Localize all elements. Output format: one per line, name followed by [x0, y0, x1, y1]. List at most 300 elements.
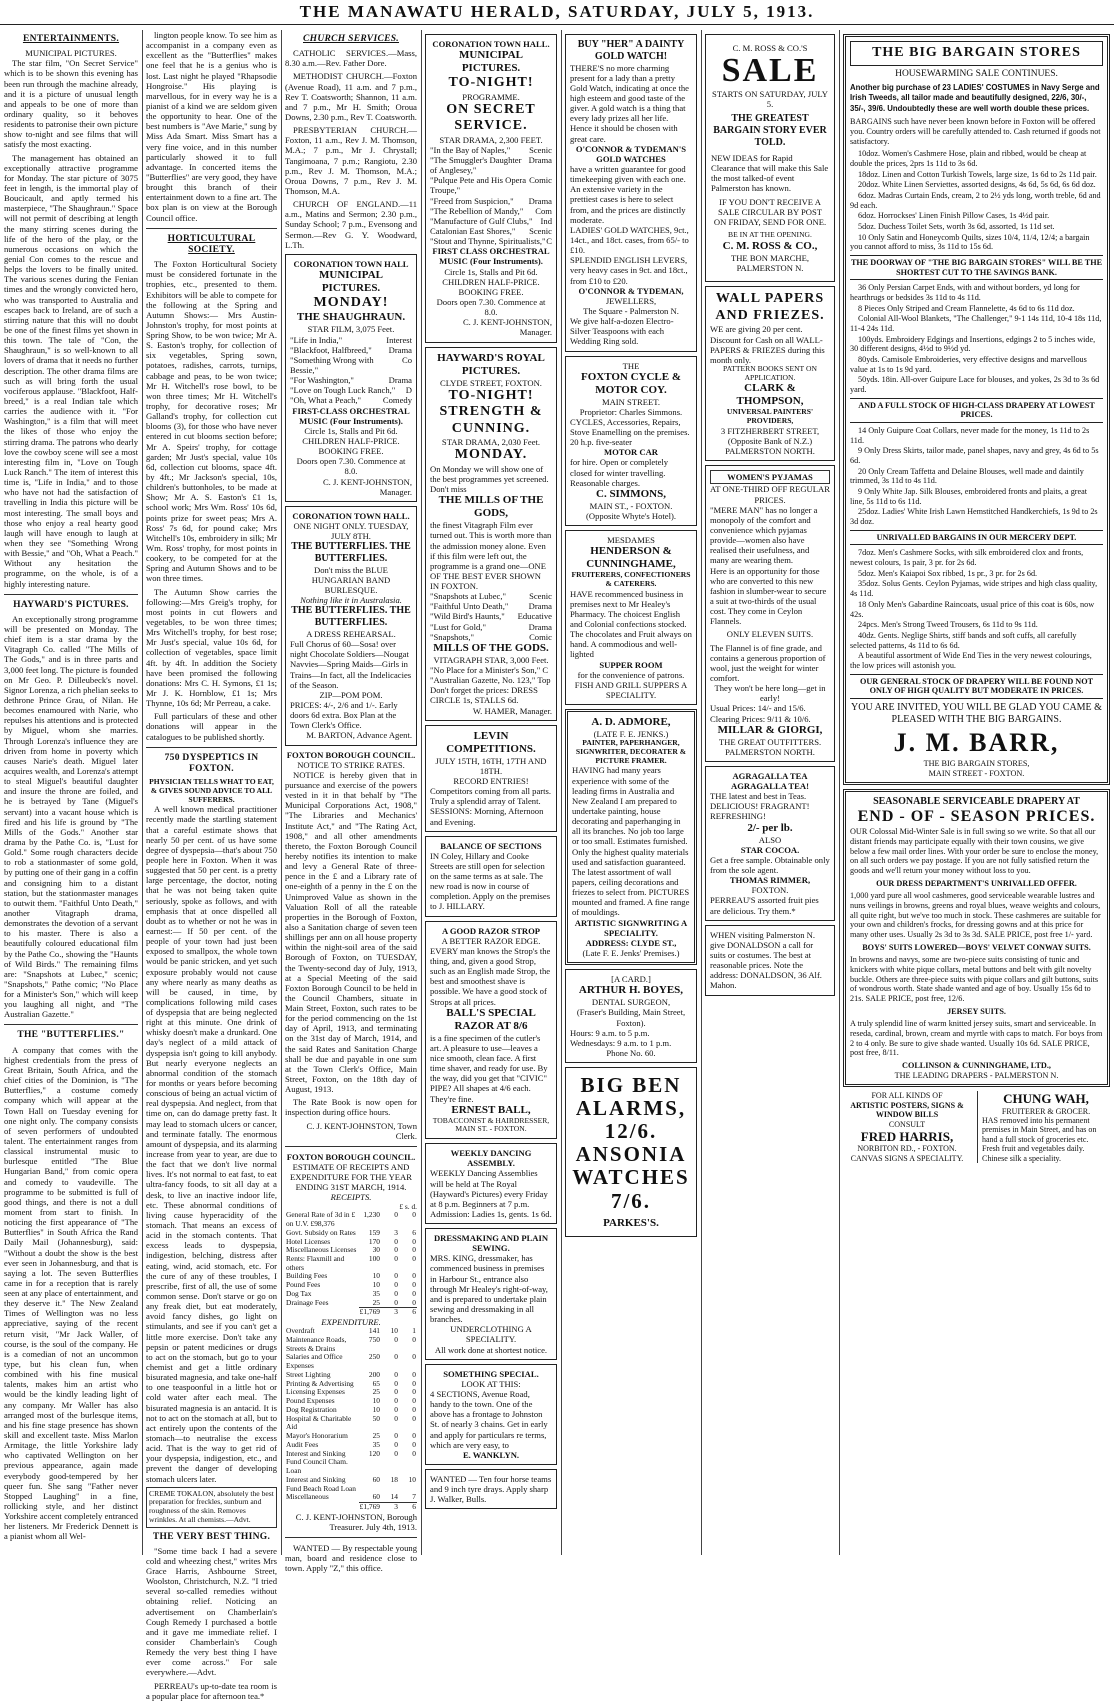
advert-line: WEEKLY Dancing Assemblies will be held at The Royal (Hayward's Pictures) every Friday at 8 p.m. Beginners at 7 p.m. Admission: Ladies 1s, gents. 1s 6d.: [430, 1168, 552, 1219]
programme-item: [290, 385, 412, 395]
advert-line: for the convenience of patrons.: [577, 669, 685, 680]
advert-title: THE MILLS OF THE GODS,: [438, 494, 544, 520]
row-amount: 0: [412, 1448, 416, 1458]
advert-title: ANSONIA WATCHES: [572, 1142, 690, 1190]
advert-title: MONDAY.: [454, 447, 528, 463]
programme-title: "Faithful Unto Death,": [430, 601, 509, 612]
programme-genre: Comic: [529, 175, 552, 186]
row-amount: 0: [412, 1352, 416, 1362]
programme-genre: Scenic: [529, 591, 552, 602]
row-amount: 6: [399, 1308, 417, 1317]
advert-title: MUNICIPAL PICTURES.: [319, 269, 383, 294]
row-amount: 1,230: [363, 1210, 380, 1220]
advert-line: CANVAS SIGNS A SPECIALITY.: [850, 1153, 964, 1163]
advert-title: MILLAR & GIORGI,: [717, 723, 823, 736]
advert-invitation: YOU ARE INVITED, YOU WILL BE GLAD YOU CAME & PLEASED WITH THE BIG BARGAINS.: [851, 701, 1102, 725]
advert-line: Circle 1s, Stalls and Pit 6d. CHILDREN HALF-PRICE. BOOKING FREE.: [302, 425, 400, 457]
row-amount: 0: [412, 1210, 416, 1220]
advert-title: MOTOR CAR: [603, 447, 659, 458]
advert-line: (Late F. E. Jenks' Premises.): [582, 947, 680, 958]
advert-line: FRUITERERS, CONFECTIONERS & CATERERS.: [571, 570, 691, 588]
column-rule: [839, 30, 840, 1555]
price-list-item: 50yds. 18in. All-over Guipure Lace for blouses, and yokes, 2s 3d to 3s 6d yard.: [850, 375, 1100, 395]
advert-line: PALMERSTON NORTH.: [725, 446, 815, 457]
table-row: [285, 1415, 417, 1432]
advert-line: (Fraser's Building, Main Street, Foxton).: [576, 1007, 686, 1028]
row-amount: 0: [394, 1335, 398, 1345]
price-list-item: 5doz. Men's Kaiapoi Sox ribbed, 1s pr., 3 pr. for 2s 6d.: [858, 568, 1038, 578]
advert-line: OUR Colossal Mid-Winter Sale is in full swing so we write. So that all our distant friends may participate equally with their town cousins, we give below a few mail order lines. With your order be sure to enclose the money, on all such orders we pay postage. If you are not fully satisfied return the goods and we'll return your money without loss to you.: [850, 827, 1099, 875]
divider: [4, 1024, 138, 1025]
row-amount: 0: [412, 1387, 416, 1397]
column-sales-ads: [705, 30, 835, 1558]
advert-title: THE BIG BARGAIN STORES: [850, 41, 1103, 66]
row-label: Pound Expenses: [286, 1396, 335, 1406]
advert-line: 4 SECTIONS, Avenue Road, handy to the town. One of the above has a frontage to Johnston St. of nearly 3 chains. Get in early and apply for particulars re terms, which are very easy, to: [430, 1389, 548, 1450]
price-list-item: 20doz. White Linen Serviettes, assorted designs, 4s 6d, 5s 6d, 6s 6d doz.: [858, 180, 1096, 190]
column-rule: [701, 30, 702, 1555]
article-paragraph: The management has obtained an exceptionally attractive programme for Monday. The star picture of 3075 feet in length, is the immortal play of Boucicault, and aptly termed his masterpiece, "The Shaughraun." Space will not permit of describing at length the many stirring scenes during the life of the hero of the play, or the numerous occasions on which the genial Con comes to the rescue and helps the lovers to be finally united. The various scenes during the Fenian times and the wrongly convicted hero, who was transported to Australia and escapes back to Ireland, are of such a stirring nature that this will no doubt be one of the finest films yet shown in this town. The tale of "Con, the Shaughraun," is so well-known to all lovers of drama that it needs no further description. The other drama films are such as will bring forth the usual vociferous applause. "Blackfoot, Half-breed," is a real Indian tale which carries the audience with it. "For Washington," is a film that will meet the likes of those who enjoy the stirring drama. The patrons who dearly love the cowboy scene will see a most interesting film in, "Love on Tough Luck Ranch." The item of interest this time is, "Life in India," and to those who have not had the satisfaction of travelling in India this picture will be most interesting. The small boys and those who enjoy a real hearty good laugh will have enough to laugh at when they see "Something Wrong with Bessie," and "Oh, What a Peach." Without any hesitation the programme, on the whole, is of a highly interesting nature.: [4, 152, 138, 589]
notice-paragraph: CATHOLIC SERVICES.—Mass, 8.30 a.m.—Rev. Father Dore.: [285, 48, 417, 69]
programme-genre: Drama: [388, 375, 412, 386]
advert-title: DRESSMAKING AND PLAIN SEWING.: [433, 1233, 549, 1254]
row-label: Salaries and Office Expenses: [286, 1352, 343, 1371]
advert-banner: THE DOORWAY OF "THE BIG BARGAIN STORES" WILL BE THE SHORTEST CUT TO THE SAVINGS BANK.: [850, 255, 1103, 280]
advert-line: PAINTER, PAPERHANGER, SIGNWRITER, DECORATER & PICTURE FRAMER.: [575, 738, 687, 765]
divider: [146, 747, 277, 748]
notice-heading: FOXTON BOROUGH COUNCIL.: [286, 1151, 416, 1162]
advert-title: SALE: [721, 52, 819, 90]
advert-line: PRICES: 4/-, 2/6 and 1/-. Early doors 6d extra. Box Plan at the Town Clerk's Office.: [290, 699, 398, 731]
advert-line: All work done at shortest notice.: [434, 1344, 548, 1355]
advert-line: WE are giving 20 per cent. Discount for Cash on all WALL-PAPERS & FRIEZES during this month only.: [710, 324, 825, 365]
price-list-item: 10 Only Satin and Honeycomb Quilts, sizes 10/4, 11/4, 12/4; a bargain you cannot afford to miss, 3s 11d to 15s 6d.: [850, 232, 1090, 252]
row-amount: 250: [368, 1352, 380, 1362]
advert-price: 7/6.: [610, 1188, 652, 1213]
article-paragraph: The star film, "On Secret Service" which is to be shown this evening has been run through the machine already, and it is a picture of unusual length and appeals to be one of more than ordinary quality, so it behoves residents to patronise their own picture show to-night and see films that will satisfy the most exacting.: [4, 58, 138, 150]
row-amount: 0: [394, 1288, 398, 1298]
advert-title: O'CONNOR & TYDEMAN,: [578, 285, 684, 296]
price-list: [850, 283, 1103, 394]
row-label: Rents: Flaxmill and others: [286, 1254, 345, 1272]
row-amount: 1: [412, 1326, 416, 1336]
advert-title: TO-NIGHT!: [448, 75, 534, 91]
table-row: [285, 1476, 417, 1493]
notice-paragraph: PRESBYTERIAN CHURCH.—Foxton, 11 a.m., Rev J. M. Thomson, M.A.; 7 p.m., Mr J. Chrystall; Tangimoana, 7 p.m.; Rangiotu, 2.30 p.m., Rev J. M. Thomson, M.A.; Oroua Downs, 7 p.m., Rev J. M. Thomson, M.A.: [285, 125, 417, 197]
programme-item: [290, 345, 412, 355]
advert-title: SUPPER ROOM: [599, 659, 663, 670]
price-list-item: 20 Only Cream Taffetta and Delaine Blouses, well made and daintily trimmed, 3s 11d to 4s 11d.: [850, 466, 1084, 486]
row-amount: 14: [390, 1492, 398, 1502]
advert-signature: E. WANKLYN.: [462, 1449, 520, 1460]
notice-subheading: ESTIMATE OF RECEIPTS AND EXPENDITURE FOR THE YEAR ENDING 31ST MARCH, 1914.: [290, 1162, 412, 1193]
advert-collinson-cunninghame: [843, 789, 1110, 1087]
programme-genre: C: [546, 236, 552, 247]
row-amount: 750: [368, 1335, 380, 1345]
programme-item: [290, 335, 412, 345]
row-label: Licensing Expenses: [286, 1387, 345, 1397]
row-amount: 0: [394, 1431, 398, 1441]
row-label: [285, 1308, 359, 1317]
advert-title: ARTHUR H. BOYES,: [578, 984, 684, 997]
programme-genre: Interest: [386, 334, 412, 345]
article-heading: HORTICULTURAL SOCIETY.: [167, 233, 256, 255]
column-horticulture: [146, 30, 277, 1701]
programme-list: [430, 145, 552, 246]
advert-line: ARTISTIC POSTERS, SIGNS & WINDOW BILLS: [850, 1100, 964, 1120]
table-row: [285, 1450, 417, 1476]
advert-line: 1,000 yard pure all wool cashmeres, good serviceable wearable lustres and nuns veilings in browns, greens and royal blues, weave weights and colours, all quite right, but we've too much in stock. These cashmeres are suitable for your own and children's frocks, for dressing gowns and at this price for many other uses. Usually 2s 3d to 3s 3d. SALE PRICE, post free 1/- yard.: [850, 891, 1101, 939]
advert-line: Phone No. 60.: [606, 1047, 656, 1058]
advert-dental-surgeon: [565, 969, 697, 1063]
programme-item: [430, 226, 552, 236]
price-list-item: 14 Only Guipure Coat Collars, never made for the money, 1s 11d to 2s 11d.: [850, 426, 1090, 445]
advert-banner: OUR GENERAL STOCK OF DRAPERY WILL BE FOUND NOT ONLY OF HIGH QUALITY BUT MODERATE IN PRICES.: [850, 674, 1103, 699]
advert-chung-wah: [977, 1091, 1110, 1163]
programme-genre: Scenic: [529, 144, 552, 155]
row-label: Miscellaneous Licenses: [286, 1245, 357, 1255]
advert-subtitle: OUR DRESS DEPARTMENT'S UNRIVALLED OFFER.: [876, 878, 1077, 888]
row-label: Printing & Advertising: [286, 1378, 354, 1388]
row-amount: 0: [394, 1352, 398, 1362]
advert-line: ARTISTIC SIGNWRITING A SPECIALITY.: [574, 917, 688, 938]
programme-item: [430, 196, 552, 206]
advert-line: SPLENDID ENGLISH LEVERS, very heavy cases in 9ct. and 18ct., from £10 to £20.: [570, 255, 688, 286]
row-amount: 0: [394, 1448, 398, 1458]
row-amount: 0: [394, 1210, 398, 1220]
programme-title: "Wild Bird's Haunts,": [430, 611, 505, 622]
advert-line: The Square - Palmerston N.: [583, 305, 679, 316]
advert-line: FOXTON.: [751, 885, 789, 896]
advert-line: CONSULT: [888, 1119, 926, 1129]
advert-title: ERNEST BALL,: [451, 1103, 531, 1116]
advert-gold-watch: [565, 34, 697, 352]
advert-signature: M. BARTON, Advance Agent.: [306, 730, 412, 741]
price-list: [850, 149, 1103, 252]
advert-title: BALANCE OF SECTIONS: [440, 840, 542, 851]
row-amount: 0: [394, 1369, 398, 1379]
advert-foxton-cycle: [565, 356, 697, 527]
advert-line: (Opposite Whyte's Hotel).: [586, 510, 676, 521]
advert-haywards-pictures: [425, 347, 557, 721]
advert-line: Here is an opportunity for those who are converted to this new fashion in slumber-wear to secure a suit at two-thirds of the usual cost. They come in Ceylon Flannels.: [710, 565, 827, 627]
notice-paragraph: NOTICE is hereby given that in pursuance and exercise of the powers vested in it in that behalf by "The Municipal Corporations Act, 1908," "The Libraries and Mechanics' Institute Act," and "The Rating Act, 1908," and all other amendments thereto, the Foxton Borough Council hereby notifies its intention to make and levy a General Rate of three-pence in the £ and a Library rate of one-eighth of a penny in the £ on the Unimproved Value as shown in the Valuation Roll of all the rateable properties in the Borough of Foxton, also a Sanitation charge of seven teen shillings per ann on all house property within the night-soil area of the said Borough of Foxton, on TUESDAY, the Twenty-second day of July, 1913, at a Special Meeting of the said Foxton Borough Council to be held in the Council Chambers, situate in Main Street, Foxton, such rates to be for the period commencing on the 1st day of April, 1913, and terminating on the 31st day of March, 1914, and the said Rates and Sanitation Charge shall be due and payable in one sum at the Town Clerk's Office, Main Street, Foxton, on the 18th day of August, 1913.: [285, 769, 417, 1095]
row-amount: 50: [372, 1413, 380, 1423]
price-list-item: 7doz. Men's Cashmere Socks, with silk embroidered clox and fronts, newest colours, 1s pair, 3 pr. for 2s 6d.: [850, 548, 1084, 568]
advert-line: FISH AND GRILL SUPPERS A SPECIALITY.: [574, 679, 688, 701]
row-amount: 0: [394, 1439, 398, 1449]
row-amount: £1,769: [359, 1307, 380, 1317]
advert-line: "MERE MAN" has no longer a monopoly of the comfort and convenience which pyjamas provide—women also have realised their usefulness, and many are wearing them.: [710, 504, 818, 566]
row-amount: 18: [390, 1474, 398, 1484]
advert-line: MAIN ST., - FOXTON.: [589, 500, 673, 511]
article-paragraph: The Autumn Show carries the following:—Mrs Greig's trophy, for most points in cut flowers and vegetables, to be won three times; Mrs Witchell's trophy, for best rose; Mr Just's special, value 10s 6d, for collection of vegetables, space limit 4ft. by 4ft. In addition the Society have been promised the following donations: Mrs C. H. Symons, £1 1s; Mr J. K. Hornblow, £1 1s; Mrs Thynne, 10s 6d; Mr Perreau, a cake.: [146, 586, 277, 709]
programme-title: Catalonian East Shores,": [430, 226, 516, 237]
row-amount: 6: [399, 1502, 417, 1511]
masthead: THE MANAWATU HERALD, SATURDAY, JULY 5, 1913.: [0, 0, 1114, 25]
row-amount: 60: [372, 1474, 380, 1484]
programme-genre: Comic: [529, 631, 552, 642]
programme-genre: Drama: [388, 344, 412, 355]
row-amount: 60: [372, 1492, 380, 1502]
advert-line: JEWELLERS,: [605, 295, 657, 306]
advert-signature: COLLINSON & CUNNINGHAME, LTD.,: [902, 1060, 1051, 1070]
article-paragraph: An exceptionally strong programme will be presented on Monday. The chief item is a star drama by the Vitagraph Co. called "The Mills of The Gods," and is in three parts and 3,000 feet long. The picture is founded on Mr Geo. P. Dilleubeck's novel. Signor Lorenza, a rich phelian seeks to dethrone Prince Grau, of Nilan. He becomes enamoured with Narie, who repulses his attentions and is protected by Miguel, whom she marries. Through Lorenza's influence they are driven from home in poverty which causes Narie's death. Miguel later acquires wealth, and Lorenza's attempt to steal Miguel's beautiful daughter and insure the throne are foiled, and he is betrayed by Tane (Miguel's servant) into a vacant house which is fired and his life is ground by "The Mills of the Gods." Another star drama by the Pathe Co. is, "Lust for Gold." Some rough characters decide to rob a stationmaster of some gold, by putting one of their gang in a coffin and consigning him to a distant station, but the stationmaster manages to outwit them. "Faithful Unto Death," another Vitagraph drama, demonstrates the devotion of a servant to his master. There is also a beautifully coloured educational film by the Pathe Co., showing the "Haunts of Wild Birds." The remaining films are: "Snapshots at Lubec," scenic; "Snapshots," Pathe comic; "No Place for a Minister's Son," which will keep you laughing all night, and "The Australian Gazette.": [4, 613, 138, 1020]
article-paragraph: A well known medical practitioner recently made the startling statement that a careful estimate shows that nearly 50 per cent. of us have some degree of dyspepsia—that's about 750 people here in Foxton. When it was suggested that 50 per cent. is a pretty large percentage, the doctor, noting that he was not being taken quite seriously, spoke as follows, and with emphasis that at once dispelled all doubt as to whether or not he was in earnest:— If 50 per cent. of the people of your town had just been exposed to smallpox, the whole town would be panic stricken, and yet such exposure probably would not cause any where nearly as many deaths as will be caused, in time, by complications following mild cases of dyspepsia that are being neglected right at this minute. One drink of whisky doesn't make a drunkard. One day's neglect of a mild attack of dyspepsia isn't going to kill anybody. But nearly everyone neglects an abnormal condition of the stomach for months or years before becoming conscious of being an actual victim of real dyspepsia. And neglect, from that time on, can do damage pretty fast. It may lead to stomach ulcers or cancer, and terminate fatally. The enormous amount of dyspepsia, and its alarming increase from year to year, are due to the fact that we don't live normal lives. It's not normal to eat fast, to eat ultra-fancy foods, to sit all day at a desk, to live an inactive indoor life, etc. These abnormal conditions of living cause hyperacidity of the stomach. That means an excess of acid in the stomach contents. That excess leads to dyspepsia, indigestion, belching, distress after eating, wind, acid stomach, etc. For the cure of any of these troubles, I prescribe, first of all, the use of some common sense. Don't starve or go on any freak diet, but eat moderately, avoid fancy dishes, go light on stimulants, and see if you can't get a little more exercise. Don't take any pepsin or patent medicines or drugs to act on the stomach, but go to your chemist and get a little ordinary bisurated magnesia, and take one-half to one teaspoonful in a little hot or cold water after each meal. The bisurated magnesia is an antacid. It is not to act on the stomach at all, but to act entirely upon the contents of the stomach—to neutralise the excess acid. That is the way to get rid of your dyspepsia, indigestion, etc., and prevent the danger of developing stomach ulcers later.: [146, 804, 277, 1484]
row-amount: 25: [372, 1297, 380, 1307]
advert-line: On Monday we will show one of the best programmes yet screened. Don't miss: [430, 463, 549, 495]
advert-line: In browns and navys, some are two-piece suits consisting of tunic and knickers with white pique collars, metal buttons and belt with gilt novelty buckle. Others are three-piece suits with pique collars and gilt buttons, suits of wondrous worth. State shade wanted and age of boy. Usually 15s 6d to 21s. SALE PRICE, post free, 12/6.: [850, 955, 1099, 1003]
advert-line: MRS. KING, dressmaker, has commenced business in premises in Harbour St., entrance also through Mr Healey's right-of-way, and is prepared to undertake plain sewing and dressmaking in all branches.: [430, 1253, 548, 1325]
notice-paragraph: The Rate Book is now open for inspection during office hours.: [285, 1097, 417, 1118]
programme-title: "The Rebellion of Mandy,": [430, 205, 524, 216]
table-caption: RECEIPTS.: [330, 1192, 372, 1203]
advert-big-ben: [565, 1067, 697, 1237]
advert-line: NORBITON RD., - FOXTON.: [857, 1144, 957, 1154]
programme-genre: Drama: [528, 601, 552, 612]
programme-item: [430, 216, 552, 226]
notice-paragraph: CHURCH OF ENGLAND.—11 a.m., Matins and Sermon; 2.30 p.m., Sunday School; 7 p.m., Evensong and Sermon.—Rev G. Y. Woodward, L.Th.: [285, 199, 417, 250]
advert-municipal-pictures-tonight: [425, 34, 557, 343]
price-list-item: 35doz. Solus Gents. Ceylon Pyjamas, wide stripes and high class quality, 4s 11d.: [850, 579, 1098, 599]
advert-line: DENTAL SURGEON,: [591, 997, 671, 1008]
advert-title: TO-NIGHT! STRENGTH & CUNNING.: [439, 387, 543, 436]
advert-row: [843, 1091, 1110, 1163]
advert-line: HAS removed into his permanent premises in Main Street, and has on hand a full stock of groceries etc.: [982, 1116, 1097, 1144]
advert-something-special: [425, 1364, 557, 1465]
programme-title: "Freed from Suspicion,": [430, 195, 514, 206]
row-amount: 0: [412, 1413, 416, 1423]
advert-title: THE GREATEST BARGAIN STORY EVER TOLD.: [713, 113, 827, 148]
advert-line: Nothing like it in Australasia.: [300, 595, 402, 606]
advert-line: Usual Prices: 14/- and 15/6. Clearing Prices: 9/11 & 10/6.: [710, 703, 811, 724]
advert-line: SESSIONS: Morning, Afternoon and Evening.: [430, 806, 544, 827]
advert-title: J. M. BARR,: [893, 728, 1060, 758]
column-entertainments: [4, 30, 138, 1558]
advert-line: ALSO: [758, 834, 782, 845]
article-paragraph: The Foxton Horticultural Society must be considered fortunate in the trophies, etc., presented to them. Exhibitors will be able to compete for the following at the Spring and Autumn Shows:— Mrs Austin-Johnston's trophy, for most points at Spring Show, to be won twice; Mr A. S. Easton's trophy, for collection of six vegetables, Spring sown, potatoes, radishes, carrots, turnips, cabbage and peas, to be won twice; Mr H. Witchell's rose bowl, to be won three times; Mr H. Witchell's trophy, for decorative roses; Mr Galland's trophy, for collection cut blooms (3), for those who have never entered in cut blooms section before; Mr A. Speirs' trophy, for cottage garden; Mr Just's special, value 10s 6d, collection cut blooms, space 4ft. by 4ft.; Mr Jackson's special, 10s, children's buttonholes, to be made at Show; Mr A. S. Easton's £1 1s, school work; Mrs Wm. Ross' 10s 6d, points prize for sweet peas; Mrs A. Ross' 7s 6d, for pound cake; Mrs Witchell's 10s, embroidery in silk; Mr Wm. Ross' trophy, for most points in cookery, to be competed for at the Spring and Autumn Shows and to be won three times.: [146, 259, 277, 584]
row-amount: 35: [372, 1439, 380, 1449]
programme-title: "In the Bay of Naples,": [430, 144, 511, 155]
advert-line: VITAGRAPH STAR, 3,000 Feet.: [433, 654, 549, 665]
row-label: Govt. Subsidy on Rates: [286, 1227, 356, 1237]
advert-line: C. M. ROSS & CO.'S: [732, 43, 808, 53]
advert-line: STAR DRAMA, 2,030 Feet.: [441, 437, 541, 448]
row-amount: 0: [412, 1439, 416, 1449]
advert-line: Hours: 9 a.m. to 5 p.m. Wednesdays: 9 a.m. to 1 p.m.: [570, 1027, 672, 1048]
advert-title: A GOOD RAZOR STROP: [441, 925, 541, 936]
advert-line: TOBACCONIST & HAIRDRESSER, MAIN ST. - FOXTON.: [432, 1115, 550, 1134]
row-amount: 0: [412, 1288, 416, 1298]
programme-item: [430, 632, 552, 642]
price-list-item: 25doz. Ladies' White Irish Lawn Hemstitched Handkerchiefs, 1s 9d to 2s 3d doz.: [850, 507, 1098, 527]
advert-line: THE GREAT OUTFITTERS.: [718, 736, 822, 747]
article-paragraph: Full particulars of these and other donations will appear in the catalogues to be published shortly.: [146, 711, 277, 742]
advert-line: The Flannel is of fine grade, and contains a generous proportion of wool, just the weight for winter comfort.: [710, 642, 826, 683]
row-amount: 10: [390, 1326, 398, 1336]
row-label: Maintenance Roads, Streets & Drains: [286, 1335, 347, 1353]
advert-line: Full Chorus of 60—Sosa! over night Chocolate Soldiers—Nougat Navvies—Spring Maids—Girls in Trains—In fact, all the Indelicacies of the Season.: [290, 639, 412, 690]
row-amount: 35: [372, 1288, 380, 1298]
table-total-row: [285, 1308, 417, 1317]
advert-line: THE LEADING DRAPERS - PALMERSTON N.: [894, 1070, 1059, 1080]
advert-line: CYCLES, Accessories, Repairs, Stove Enamelling on the premises. 20 h.p. five-seater: [570, 416, 690, 448]
article-heading: 750 DYSPEPTICS IN FOXTON.: [164, 752, 259, 774]
receipts-table: [285, 1211, 417, 1317]
advert-title: C. M. ROSS & CO.,: [722, 240, 818, 253]
row-label: Hotel Licenses: [286, 1236, 331, 1246]
programme-item: [430, 145, 552, 155]
advert-title: ON SECRET SERVICE.: [446, 101, 536, 134]
advert-line: FIRST CLASS ORCHESTRAL MUSIC (Four Instruments).: [432, 246, 550, 267]
advert-title: C. SIMMONS,: [596, 487, 666, 500]
advert-signature: W. HAMER, Manager.: [472, 705, 552, 716]
advert-title: BALL'S SPECIAL RAZOR AT 8/6: [446, 1006, 536, 1032]
row-label: Mayor's Honorarium: [286, 1431, 348, 1441]
advert-small: CREME TOKALON, absolutely the best preparation for freckles, sunburn and roughness of the skin. Removes wrinkles. At all chemists.—Advt.: [146, 1487, 277, 1528]
divider: [146, 228, 277, 229]
advert-line: EVERY man knows the Strop's the thing, and, given a good Strop, such as an English made Strop, the best and smoothest shave is possible. We have a good stock of Strops at all prices.: [430, 945, 551, 1007]
programme-genre: Comedy: [382, 395, 412, 406]
section-heading: CHURCH SERVICES.: [303, 34, 399, 44]
advert-line: Proprietor: Charles Simmons.: [579, 406, 683, 417]
advert-title: END - OF - SEASON PRICES.: [857, 808, 1096, 826]
price-list-item: 100yds. Embroidery Edgings and Insertions, edgings 2 to 5 inches wide, 30 different designs, 4½d to 9½d yd.: [850, 334, 1096, 354]
advert-line: PROGRAMME.: [462, 91, 520, 102]
advert-title: AGRAGALLA TEA: [732, 770, 808, 781]
advert-title: BIG BEN ALARMS,: [575, 1073, 687, 1121]
table-row: [285, 1336, 417, 1353]
programme-title: "For Washington,": [290, 375, 354, 386]
article-paragraph: lington people know. To see him as accompanist in a company even as excellent as the "Butterflies" makes one feel that he is a genius who is lost. Last night he played "Rhapsodie Hongroise." His playing is marvellous, for in every way he is a pianist of a kind we are seldom given the opportunity to hear. One of the best numbers is "Ave Marie," sung by Miss Ada Smart. Miss Smart has a very fine voice, and in this number particularly showed it to full advantage. In concerted items the "Butterflies" are very good, they have brought this branch of their entertainment down to a fine art. The box plan is on view at the Borough Council office.: [146, 30, 277, 223]
row-amount: 3: [381, 1308, 399, 1317]
row-label: Dog Tax: [286, 1288, 312, 1298]
advert-line: MESDAMES: [607, 535, 655, 546]
advert-line: JULY 15TH, 16TH, 17TH AND 18TH.: [435, 755, 547, 776]
programme-title: "Stout and Thynne, Spiritualists,": [430, 236, 546, 247]
advert-signature: C. J. KENT-JOHNSTON, Manager.: [322, 476, 412, 497]
advert-title: WALL PAPERS AND FRIEZES.: [715, 291, 825, 323]
advert-subtitle: JERSEY SUITS.: [947, 1006, 1006, 1016]
notice-signature: C. J. KENT-JOHNSTON, Borough Treasurer. July 4th, 1913.: [295, 1511, 417, 1532]
advert-line: the finest Vitagraph Film ever turned out. This is worth more than the admission money alone. Even if this film were left out, the programme is a grand one—ONE OF THE BEST EVER SHOWN IN FOXTON.: [430, 520, 552, 592]
advert-signature: PARKES'S.: [603, 1216, 659, 1229]
advert-ross-sale: [705, 34, 835, 282]
row-label: Pound Fees: [286, 1280, 321, 1290]
advert-line: THE latest and best in Teas. DELICIOUS! FRAGRANT! REFRESHING!: [710, 791, 810, 822]
advert-line: FRUITERER & GROCER.: [1001, 1106, 1091, 1116]
programme-item: [430, 155, 552, 175]
advert-henderson-cunninghame: [565, 530, 697, 705]
price-list: [850, 426, 1103, 527]
row-amount: 0: [412, 1271, 416, 1281]
row-amount: 10: [372, 1280, 380, 1290]
row-amount: 0: [394, 1413, 398, 1423]
notice-signature: C. J. KENT-JOHNSTON, Town Clerk.: [306, 1120, 417, 1141]
advert-heading: CORONATION TOWN HALL: [293, 258, 409, 269]
section-heading: ENTERTAINMENTS.: [22, 34, 120, 44]
programme-item: [430, 206, 552, 216]
advert-title: STAR COCOA.: [740, 844, 800, 855]
advert-title: AGRAGALLA TEA!: [731, 781, 809, 792]
advert-line: for hire. Open or completely closed for winter travelling. Reasonable charges.: [570, 457, 669, 488]
advert-line: NEW IDEAS for Rapid Clearance that will make this Sale the most talked-of event Palmerston has known.: [711, 152, 829, 193]
programme-title: "Oh, What a Peach,": [290, 395, 362, 406]
advert-line: FIRST-CLASS ORCHESTRAL MUSIC (Four Instruments).: [292, 405, 410, 426]
subheading: MUNICIPAL PICTURES.: [25, 48, 117, 59]
advert-donaldson: [705, 925, 835, 996]
column-pictures-ads: [425, 30, 557, 1558]
advert-razor-strop: [425, 921, 557, 1139]
price-list-item: 6doz. Horrockses' Linen Finish Pillow Cases, 1s 4½d pair.: [858, 211, 1050, 221]
article-heading: THE "BUTTERFLIES.": [17, 1030, 125, 1041]
price-list-item: 18 Only Men's Gabardine Raincoats, usual price of this coat is 60s, now 42s.: [850, 599, 1095, 619]
programme-genre: D: [405, 385, 412, 396]
advert-line: Don't miss the BLUE HUNGARIAN BAND BURLESQUE.: [311, 564, 391, 596]
advert-title: THE BUTTERFLIES. THE BUTTERFLIES.: [291, 541, 411, 565]
advert-line: AT ONE-THIRD OFF REGULAR PRICES.: [710, 484, 830, 505]
advert-agragalla-tea: [705, 766, 835, 921]
advert-line: is a fine specimen of the cutler's art. A pleasure to use—leaves a nice smooth, clean face. A first time shaver, and ready for use. By the way, did you get that "CIVIC" PIPE? All shapes at 4/6 each. They're fine.: [430, 1032, 548, 1104]
advert-line: LOOK AT THIS:: [461, 1378, 521, 1389]
advert-line: STAR DRAMA, 2,300 FEET.: [439, 134, 543, 145]
programme-title: "Blackfoot, Halfbreed,": [290, 344, 372, 355]
row-amount: 25: [372, 1387, 380, 1397]
row-label: Building Fees: [286, 1271, 328, 1281]
row-amount: 170: [368, 1236, 380, 1246]
programme-genre: Ind: [540, 215, 552, 226]
divider: [4, 594, 138, 595]
column-drapery-ads: [843, 30, 1110, 1558]
advert-big-bargain-stores: [843, 34, 1110, 785]
row-amount: 0: [394, 1404, 398, 1414]
row-amount: 159: [368, 1227, 380, 1237]
advert-line: Another big purchase of 23 LADIES' COSTUMES in Navy Serge and Irish Tweeds, all tailor made and beautifully designed, 22/6, 30/-, 35/-, 39/6. Undoubtedly these are well worth double these prices.: [850, 82, 1100, 113]
advert-line: 3 FITZHERBERT STREET,: [720, 425, 820, 436]
advert-line: STAR FILM, 3,075 Feet.: [307, 324, 395, 335]
advert-dancing: [425, 1143, 557, 1224]
programme-item: [290, 355, 412, 375]
expenditure-table: [285, 1327, 417, 1511]
advert-line: THE BON MARCHE,: [730, 253, 810, 264]
row-amount: 0: [394, 1236, 398, 1246]
row-amount: 6: [412, 1227, 416, 1237]
article-subheading: PHYSICIAN TELLS WHAT TO EAT, & GIVES SOUND ADVICE TO ALL SUFFERERS.: [149, 777, 274, 804]
row-amount: 0: [412, 1431, 416, 1441]
row-amount: 10: [408, 1474, 416, 1484]
programme-item: [430, 175, 552, 195]
price-list-item: 80yds. Camisole Embroideries, very effective designs and marvellous value at 1s to 1s 9d yard.: [850, 355, 1087, 374]
advert-levin-competitions: [425, 725, 557, 832]
row-amount: 0: [412, 1297, 416, 1307]
row-amount: 0: [412, 1254, 416, 1263]
programme-title: "Snapshots at Lubec,": [430, 591, 506, 602]
row-amount: £1,769: [359, 1501, 380, 1511]
row-amount: 10: [372, 1396, 380, 1406]
notice-paragraph: METHODIST CHURCH.—Foxton (Avenue Road), 11 a.m. and 7 p.m., Rev T. Coatsworth; Shannon, 11 a.m. and 7 p.m., Mr H. Smith; Oroua Downs, 2.30 p.m., Rev T. Coatsworth.: [285, 71, 417, 123]
price-list-item: 9 Only Dress Skirts, tailor made, panel shapes, navy and grey, 4s 6d to 5s 6d.: [850, 446, 1099, 466]
advert-subtitle: BOYS' SUITS LOWERED—BOYS' VELVET CONWAY SUITS.: [862, 942, 1091, 952]
advert-title: MONDAY!: [313, 294, 389, 310]
advert-line: CLYDE STREET, FOXTON.: [440, 377, 542, 388]
price-list: [850, 548, 1103, 670]
advert-line: Fresh fruit and vegetables daily. Chinese silk a speciality.: [982, 1144, 1085, 1163]
advert-line: UNDERCLOTHING A SPECIALITY.: [450, 1324, 532, 1345]
advert-line: Competitors coming from all parts. Truly a splendid array of Talent.: [430, 786, 552, 807]
notice-heading: FOXTON BOROUGH COUNCIL.: [286, 749, 416, 760]
advert-line: ONLY ELEVEN SUITS.: [726, 629, 814, 640]
programme-list: [430, 591, 552, 642]
